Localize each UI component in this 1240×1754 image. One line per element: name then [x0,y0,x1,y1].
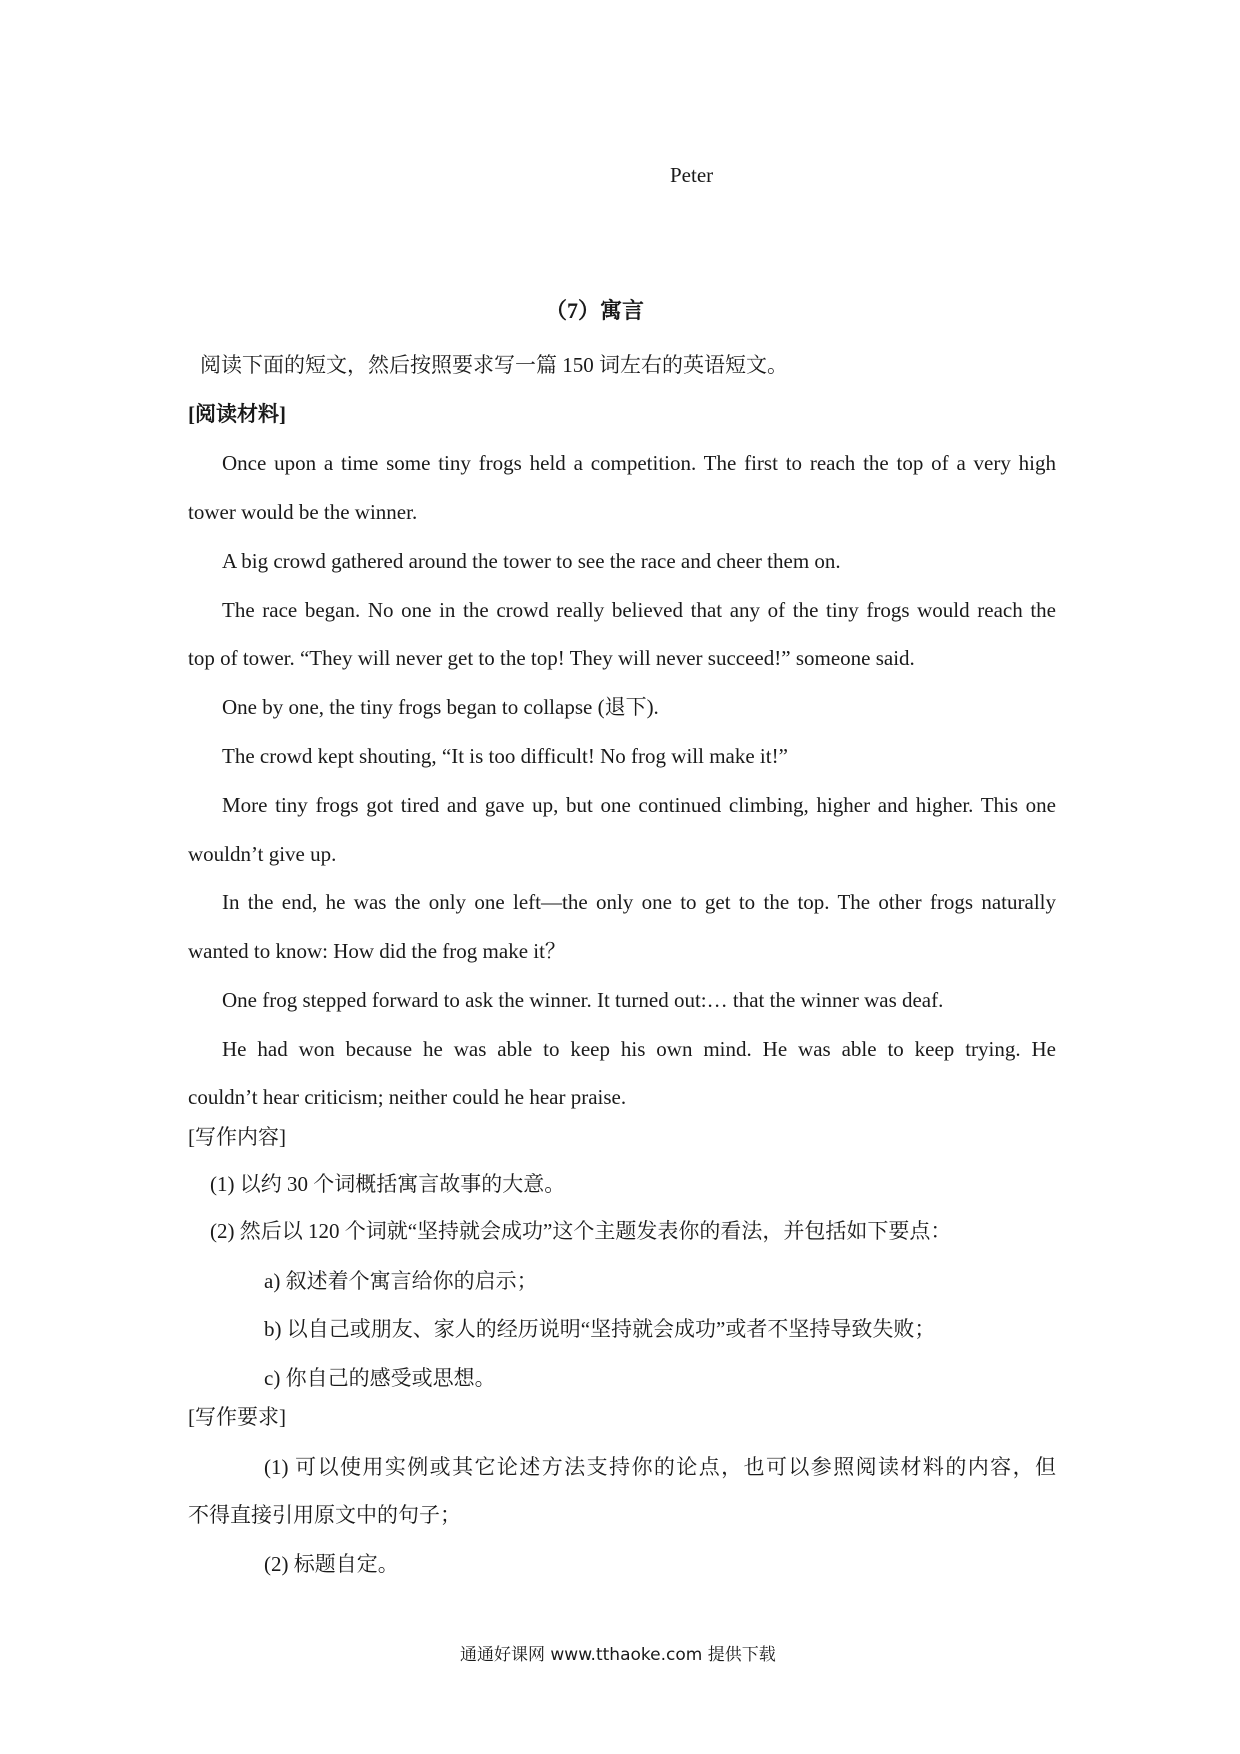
reading-p2: A big crowd gathered around the tower to see the race and cheer them on. [222,549,841,573]
writing-req-item1-line2: 不得直接引用原文中的句子； [188,1503,461,1527]
reading-heading: [阅读材料] [188,402,286,426]
reading-p3-line1: The race began. No one in the crowd really believed that any of the tiny frogs would reach the [222,598,1056,622]
reading-p3-line2: top of tower. “They will never get to the top! They will never succeed!” someone said. [188,646,915,670]
reading-p7-line2: wanted to know: How did the frog make it？ [188,939,566,963]
writing-content-c: c) 你自己的感受或思想。 [264,1366,496,1390]
writing-content-item2: (2) 然后以 120 个词就“坚持就会成功”这个主题发表你的看法，并包括如下要点： [210,1219,952,1243]
reading-p8: One frog stepped forward to ask the winner. It turned out:… that the winner was deaf. [222,988,944,1012]
writing-content-item1: (1) 以约 30 个词概括寓言故事的大意。 [210,1172,566,1196]
reading-p7-line1: In the end, he was the only one left—the only one to get to the top. The other frogs naturally [222,890,1056,914]
reading-p9-line1: He had won because he was able to keep his own mind. He was able to keep trying. He [222,1037,1056,1061]
section-title: （7）寓言 [545,298,645,323]
signature: Peter [670,163,714,187]
footer-download-note: 通通好课网 www.tthaoke.com 提供下载 [460,1645,776,1665]
writing-req-heading: [写作要求] [188,1405,286,1429]
reading-p6-line1: More tiny frogs got tired and gave up, but one continued climbing, higher and higher. This one [222,793,1056,817]
reading-p5: The crowd kept shouting, “It is too difficult! No frog will make it!” [222,744,788,768]
writing-req-item2: (2) 标题自定。 [264,1552,399,1576]
writing-req-item1-line1: (1) 可以使用实例或其它论述方法支持你的论点，也可以参照阅读材料的内容，但 [264,1455,1056,1479]
reading-p1-line1: Once upon a time some tiny frogs held a competition. The first to reach the top of a very high [222,451,1056,475]
reading-p1-line2: tower would be the winner. [188,500,418,524]
reading-p9-line2: couldn’t hear criticism; neither could he hear praise. [188,1085,627,1109]
reading-p4: One by one, the tiny frogs began to collapse (退下). [222,695,659,719]
writing-content-heading: [写作内容] [188,1125,286,1149]
writing-content-a: a) 叙述着个寓言给你的启示； [264,1269,538,1293]
writing-content-b: b) 以自己或朋友、家人的经历说明“坚持就会成功”或者不坚持导致失败； [264,1317,936,1341]
reading-p6-line2: wouldn’t give up. [188,842,337,866]
instruction: 阅读下面的短文，然后按照要求写一篇 150 词左右的英语短文。 [200,353,788,377]
